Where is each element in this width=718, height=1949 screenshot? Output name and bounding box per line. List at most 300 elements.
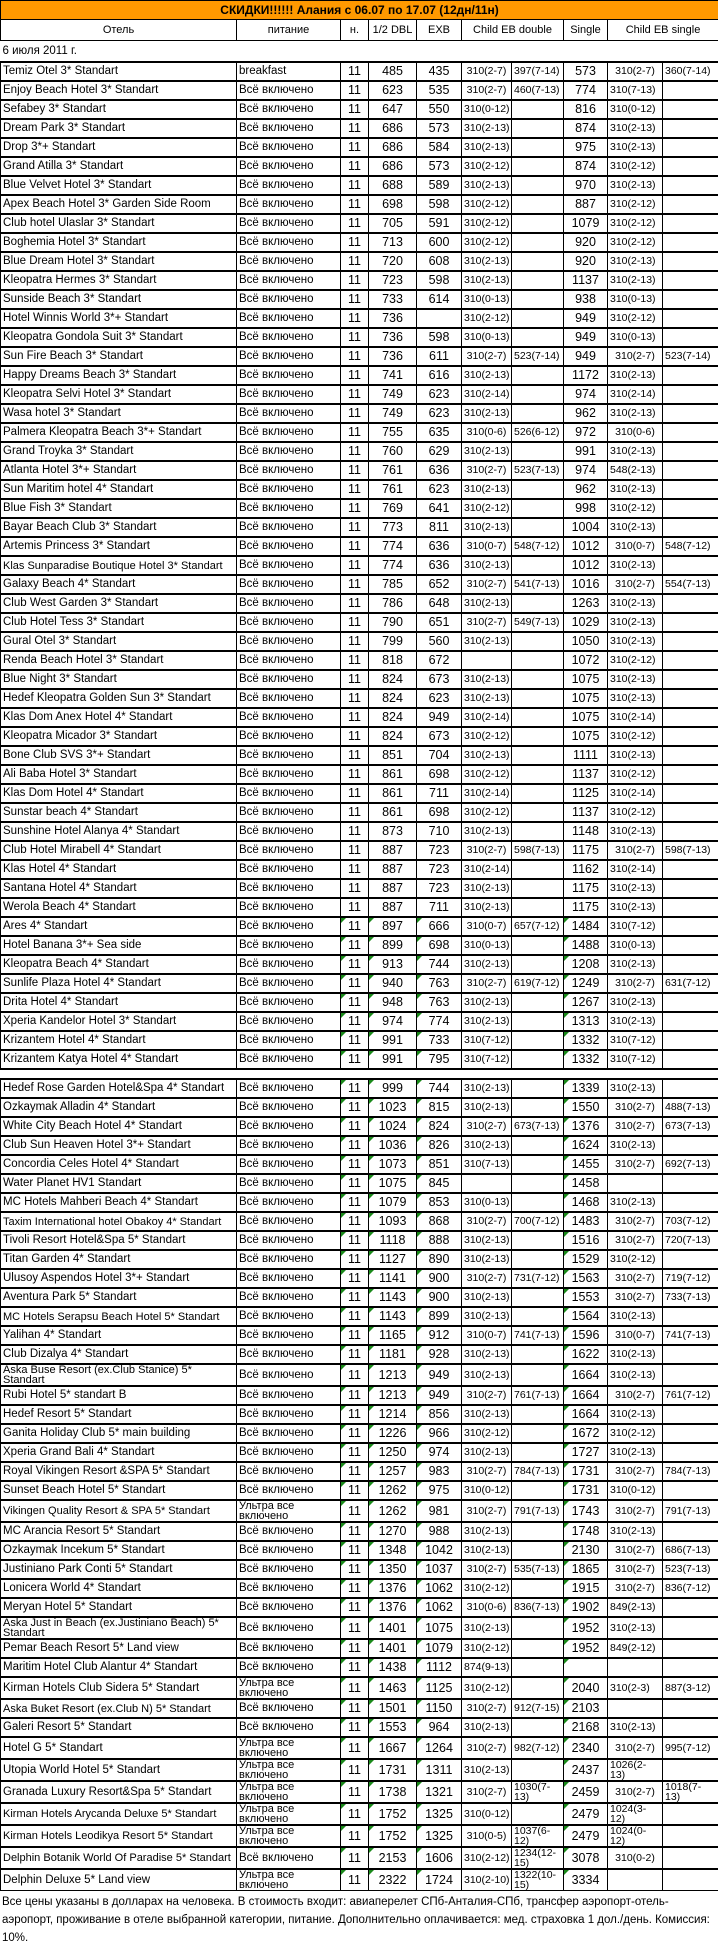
table-row [1,1031,718,1050]
exb-price: 975 [417,1481,462,1500]
table-row [1,1481,718,1500]
date-label: 6 июля 2011 г. [1,41,718,63]
child-dbl-2 [512,689,564,708]
meal-plan: Всё включено [237,974,341,993]
child-dbl-1: 310(2-10) [462,1869,512,1891]
child-sgl-1: 310(2-3) [608,1677,663,1699]
half-dbl-price: 1376 [369,1579,417,1598]
hotel-name: Xperia Grand Bali 4* Standart [1,1443,237,1462]
hotel-name: Hedef Resort 5* Standart [1,1405,237,1424]
single-price: 2168 [564,1718,608,1737]
child-sgl-2 [663,822,718,841]
child-sgl-1: 310(2-7) [608,1386,663,1405]
hotel-name: Santana Hotel 4* Standart [1,879,237,898]
meal-plan: Всё включено [237,1307,341,1326]
single-price: 1902 [564,1598,608,1617]
nights: 11 [341,879,369,898]
half-dbl-price: 999 [369,1079,417,1098]
child-sgl-1: 310(0-12) [608,100,663,119]
exb-price: 983 [417,1462,462,1481]
single-price: 991 [564,442,608,461]
hotel-name: Drop 3*+ Standart [1,138,237,157]
exb-price: 672 [417,651,462,670]
nights: 11 [341,1658,369,1677]
exb-price: 899 [417,1307,462,1326]
child-sgl-2: 836(7-12) [663,1579,718,1598]
child-dbl-1: 310(2-12) [462,499,512,518]
child-dbl-1: 310(2-13) [462,442,512,461]
half-dbl-price: 723 [369,271,417,290]
exb-price: 1037 [417,1560,462,1579]
nights: 11 [341,1193,369,1212]
single-price: 1148 [564,822,608,841]
exb-price: 1062 [417,1579,462,1598]
half-dbl-price: 774 [369,556,417,575]
single-price: 938 [564,290,608,309]
child-dbl-1: 310(2-13) [462,1231,512,1250]
table-row [1,366,718,385]
nights: 11 [341,1098,369,1117]
exb-price: 608 [417,252,462,271]
child-sgl-1: 310(0-13) [608,328,663,347]
child-sgl-2 [663,518,718,537]
table-row [1,1737,718,1759]
single-price: 1483 [564,1212,608,1231]
child-dbl-1: 310(2-13) [462,1617,512,1639]
nights: 11 [341,138,369,157]
table-row [1,1522,718,1541]
single-price: 1553 [564,1288,608,1307]
exb-price: 623 [417,689,462,708]
child-sgl-2 [663,157,718,176]
child-sgl-1: 310(2-7) [608,841,663,860]
exb-price: 698 [417,936,462,955]
nights: 11 [341,423,369,442]
half-dbl-price: 991 [369,1050,417,1069]
child-sgl-1: 310(2-12) [608,1250,663,1269]
hotel-name: Sunshine Hotel Alanya 4* Standart [1,822,237,841]
table-row [1,1718,718,1737]
single-price: 1952 [564,1639,608,1658]
hotel-name: White City Beach Hotel 4* Standart [1,1117,237,1136]
child-dbl-1: 310(2-13) [462,480,512,499]
table-row [1,442,718,461]
half-dbl-price: 790 [369,613,417,632]
child-sgl-1: 849(2-12) [608,1639,663,1658]
meal-plan: Всё включено [237,746,341,765]
nights: 11 [341,157,369,176]
hotel-name: Delphin Deluxe 5* Land view [1,1869,237,1891]
hotel-name: Club Hotel Mirabell 4* Standart [1,841,237,860]
child-sgl-1: 310(0-13) [608,936,663,955]
child-dbl-1: 310(0-12) [462,100,512,119]
child-dbl-1: 310(2-12) [462,233,512,252]
meal-plan: Всё включено [237,1639,341,1658]
child-dbl-1: 310(0-12) [462,1481,512,1500]
child-dbl-1: 310(2-7) [462,1699,512,1718]
meal-plan: Ультра все включено [237,1803,341,1825]
single-price: 1137 [564,803,608,822]
child-dbl-1: 310(2-12) [462,727,512,746]
child-sgl-2 [663,689,718,708]
meal-plan: Всё включено [237,1462,341,1481]
child-dbl-1: 310(2-13) [462,404,512,423]
nights: 11 [341,1174,369,1193]
child-sgl-2 [663,1136,718,1155]
table-row [1,1307,718,1326]
table-row [1,993,718,1012]
nights: 11 [341,1579,369,1598]
nights: 11 [341,1699,369,1718]
child-sgl-2 [663,1250,718,1269]
nights: 11 [341,290,369,309]
meal-plan: Всё включено [237,1288,341,1307]
child-sgl-2 [663,879,718,898]
half-dbl-price: 705 [369,214,417,233]
hotel-name: Blue Velvet Hotel 3* Standart [1,176,237,195]
child-sgl-1: 310(2-7) [608,1155,663,1174]
table-row [1,1269,718,1288]
child-sgl-1: 310(2-7) [608,1737,663,1759]
header-child-double: Child EB double [462,20,564,41]
single-price: 1332 [564,1031,608,1050]
nights: 11 [341,347,369,366]
hotel-name: Club West Garden 3* Standart [1,594,237,613]
child-sgl-2 [663,214,718,233]
child-sgl-2: 673(7-13) [663,1117,718,1136]
half-dbl-price: 1118 [369,1231,417,1250]
nights: 11 [341,803,369,822]
half-dbl-price: 769 [369,499,417,518]
child-dbl-1: 310(0-6) [462,1598,512,1617]
meal-plan: Всё включено [237,1424,341,1443]
single-price: 1175 [564,898,608,917]
child-sgl-1: 1024(0-12) [608,1825,663,1847]
hotel-name: Water Planet HV1 Standart [1,1174,237,1193]
exb-price: 711 [417,784,462,803]
exb-price: 589 [417,176,462,195]
table-row [1,594,718,613]
exb-price: 1311 [417,1759,462,1781]
child-dbl-1: 310(2-7) [462,1212,512,1231]
single-price: 1624 [564,1136,608,1155]
meal-plan: Всё включено [237,822,341,841]
hotel-name: Ulusoy Aspendos Hotel 3*+ Standart [1,1269,237,1288]
meal-plan: Всё включено [237,214,341,233]
child-sgl-1: 310(2-13) [608,822,663,841]
meal-plan: Всё включено [237,290,341,309]
table-row [1,461,718,480]
exb-price: 600 [417,233,462,252]
table-row [1,1658,718,1677]
single-price: 974 [564,385,608,404]
meal-plan: Ультра все включено [237,1737,341,1759]
half-dbl-price: 1226 [369,1424,417,1443]
child-dbl-2: 784(7-13) [512,1462,564,1481]
child-sgl-2 [663,290,718,309]
half-dbl-price: 991 [369,1031,417,1050]
single-price: 887 [564,195,608,214]
meal-plan: Всё включено [237,917,341,936]
single-price: 1263 [564,594,608,613]
meal-plan: Всё включено [237,1386,341,1405]
exb-price: 673 [417,670,462,689]
child-sgl-2 [663,955,718,974]
table-row [1,62,718,81]
exb-price: 763 [417,974,462,993]
nights: 11 [341,100,369,119]
table-row [1,841,718,860]
child-dbl-2 [512,366,564,385]
child-dbl-2 [512,1364,564,1386]
meal-plan: Всё включено [237,1050,341,1069]
table-row [1,1541,718,1560]
exb-price: 949 [417,708,462,727]
single-price: 1012 [564,556,608,575]
half-dbl-price: 647 [369,100,417,119]
exb-price: 868 [417,1212,462,1231]
exb-price: 900 [417,1269,462,1288]
single-price: 1075 [564,727,608,746]
child-dbl-1: 310(7-12) [462,1050,512,1069]
exb-price: 824 [417,1117,462,1136]
child-sgl-2 [663,1825,718,1847]
meal-plan: Всё включено [237,1136,341,1155]
hotel-name: Ozkaymak Alladin 4* Standart [1,1098,237,1117]
meal-plan: Всё включено [237,252,341,271]
single-price: 974 [564,461,608,480]
child-dbl-2 [512,594,564,613]
table-row [1,613,718,632]
hotel-name: Klas Dom Anex Hotel 4* Standart [1,708,237,727]
exb-price: 614 [417,290,462,309]
nights: 11 [341,214,369,233]
meal-plan: Всё включено [237,727,341,746]
table-row [1,1345,718,1364]
child-sgl-2 [663,803,718,822]
child-dbl-2: 1234(12-15) [512,1847,564,1869]
child-dbl-2: 535(7-13) [512,1560,564,1579]
table-row [1,1759,718,1781]
child-dbl-1: 310(2-7) [462,1117,512,1136]
child-sgl-2 [663,1443,718,1462]
child-sgl-1: 310(2-7) [608,1541,663,1560]
meal-plan: Всё включено [237,1617,341,1639]
half-dbl-price: 1214 [369,1405,417,1424]
child-sgl-1: 310(2-13) [608,898,663,917]
meal-plan: Всё включено [237,328,341,347]
nights: 11 [341,955,369,974]
child-dbl-2 [512,860,564,879]
exb-price: 774 [417,1012,462,1031]
half-dbl-price: 736 [369,347,417,366]
child-sgl-1: 310(7-12) [608,1050,663,1069]
child-sgl-2 [663,765,718,784]
header-hotel: Отель [1,20,237,41]
meal-plan: Всё включено [237,1699,341,1718]
table-row [1,917,718,936]
single-price: 1563 [564,1269,608,1288]
table-row [1,385,718,404]
table-row [1,252,718,271]
child-dbl-1: 310(0-13) [462,1193,512,1212]
exb-price: 1325 [417,1803,462,1825]
half-dbl-price: 861 [369,765,417,784]
child-sgl-1 [608,1699,663,1718]
half-dbl-price: 1731 [369,1759,417,1781]
nights: 11 [341,1079,369,1098]
date-row [1,41,718,63]
child-sgl-2 [663,81,718,100]
half-dbl-price: 1073 [369,1155,417,1174]
child-dbl-1: 310(2-12) [462,309,512,328]
single-price: 962 [564,404,608,423]
exb-price: 851 [417,1155,462,1174]
single-price: 1125 [564,784,608,803]
table-row [1,1560,718,1579]
single-price: 1072 [564,651,608,670]
meal-plan: Всё включено [237,1326,341,1345]
table-row [1,1231,718,1250]
hotel-name: Happy Dreams Beach 3* Standart [1,366,237,385]
child-sgl-1: 310(2-7) [608,1288,663,1307]
child-dbl-2: 1037(6-12) [512,1825,564,1847]
child-sgl-1: 310(2-13) [608,1136,663,1155]
child-dbl-1: 310(2-13) [462,746,512,765]
nights: 11 [341,765,369,784]
child-dbl-2 [512,176,564,195]
meal-plan: Ультра все включено [237,1825,341,1847]
child-sgl-2 [663,1699,718,1718]
child-sgl-2: 995(7-12) [663,1737,718,1759]
single-price: 1075 [564,670,608,689]
child-dbl-1: 310(2-13) [462,1307,512,1326]
half-dbl-price: 1501 [369,1699,417,1718]
child-dbl-1: 310(2-12) [462,157,512,176]
exb-price: 1321 [417,1781,462,1803]
child-sgl-2: 360(7-14) [663,62,718,81]
nights: 11 [341,1231,369,1250]
child-sgl-1: 310(7-13) [608,81,663,100]
child-dbl-2: 541(7-13) [512,575,564,594]
exb-price: 1112 [417,1658,462,1677]
table-row [1,1639,718,1658]
child-sgl-2 [663,1598,718,1617]
half-dbl-price: 899 [369,936,417,955]
child-dbl-1: 310(2-13) [462,993,512,1012]
exb-price: 598 [417,271,462,290]
hotel-name: MC Hotels Mahberi Beach 4* Standart [1,1193,237,1212]
child-dbl-2 [512,746,564,765]
table-row [1,1443,718,1462]
child-dbl-1: 310(2-7) [462,81,512,100]
table-row [1,233,718,252]
single-price [564,1658,608,1677]
exb-price: 763 [417,993,462,1012]
child-dbl-1: 310(2-7) [462,1781,512,1803]
hotel-name: Klas Sunparadise Boutique Hotel 3* Standart [1,556,237,575]
exb-price: 435 [417,62,462,81]
nights: 11 [341,1718,369,1737]
child-dbl-2 [512,1424,564,1443]
table-row [1,271,718,290]
half-dbl-price: 785 [369,575,417,594]
child-sgl-2 [663,993,718,1012]
single-price: 1748 [564,1522,608,1541]
meal-plan: Всё включено [237,176,341,195]
child-dbl-2 [512,955,564,974]
hotel-name: Delphin Botanik World Of Paradise 5* Standart [1,1847,237,1869]
hotel-name: Hotel Banana 3*+ Sea side [1,936,237,955]
child-dbl-2 [512,670,564,689]
child-sgl-2 [663,328,718,347]
child-dbl-2 [512,1718,564,1737]
exb-price: 733 [417,1031,462,1050]
half-dbl-price: 1143 [369,1288,417,1307]
child-dbl-1: 310(2-13) [462,632,512,651]
nights: 11 [341,1345,369,1364]
hotel-name: Titan Garden 4* Standart [1,1250,237,1269]
half-dbl-price: 485 [369,62,417,81]
hotel-name: Kleopatra Selvi Hotel 3* Standart [1,385,237,404]
meal-plan: Всё включено [237,366,341,385]
half-dbl-price: 1250 [369,1443,417,1462]
nights: 11 [341,1117,369,1136]
single-price: 2479 [564,1825,608,1847]
half-dbl-price: 1093 [369,1212,417,1231]
half-dbl-price: 741 [369,366,417,385]
child-sgl-1: 310(2-14) [608,860,663,879]
nights: 11 [341,1617,369,1639]
meal-plan: Всё включено [237,233,341,252]
child-dbl-1: 310(0-7) [462,917,512,936]
child-dbl-2: 912(7-15) [512,1699,564,1718]
child-dbl-1: 310(2-7) [462,1560,512,1579]
child-dbl-2 [512,1031,564,1050]
nights: 11 [341,1759,369,1781]
child-dbl-2 [512,1193,564,1212]
meal-plan: Ультра все включено [237,1781,341,1803]
meal-plan: Всё включено [237,1718,341,1737]
exb-price: 636 [417,537,462,556]
child-sgl-1: 310(2-13) [608,879,663,898]
table-row [1,689,718,708]
half-dbl-price: 887 [369,898,417,917]
child-sgl-1: 310(2-13) [608,1193,663,1212]
child-dbl-1: 310(2-13) [462,518,512,537]
single-price: 1376 [564,1117,608,1136]
child-sgl-1: 310(2-13) [608,252,663,271]
half-dbl-price: 818 [369,651,417,670]
hotel-name: Hedef Kleopatra Golden Sun 3* Standart [1,689,237,708]
child-sgl-2 [663,1050,718,1069]
hotel-name: Drita Hotel 4* Standart [1,993,237,1012]
single-price: 1075 [564,689,608,708]
child-dbl-1: 310(2-14) [462,860,512,879]
meal-plan: Всё включено [237,689,341,708]
hotel-name: Sunside Beach 3* Standart [1,290,237,309]
child-sgl-1: 310(2-7) [608,974,663,993]
child-dbl-2 [512,1579,564,1598]
half-dbl-price: 1143 [369,1307,417,1326]
single-price: 2459 [564,1781,608,1803]
child-dbl-1: 310(2-13) [462,1250,512,1269]
exb-price: 964 [417,1718,462,1737]
child-dbl-2: 1030(7-13) [512,1781,564,1803]
child-dbl-1: 310(2-13) [462,594,512,613]
single-price: 1915 [564,1579,608,1598]
exb-price: 900 [417,1288,462,1307]
